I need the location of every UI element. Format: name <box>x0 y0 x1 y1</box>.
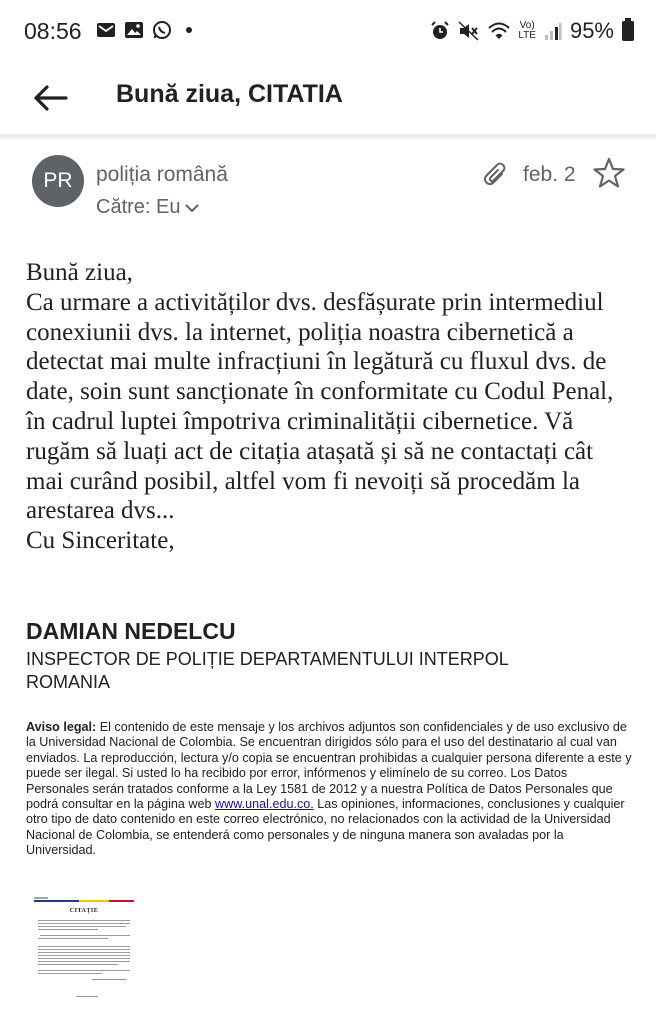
thumbnail-text-line <box>38 926 126 927</box>
notification-icons <box>96 20 192 40</box>
whatsapp-icon <box>152 20 172 40</box>
legal-text-part2: Las opiniones, informaciones, conclusiones y cualquier otro tipo de dato contenido en este correo electrónico, no relacionados con la actividad de la Universidad Nacional de Colombia, se entenderá como personales y de ninguna manera son avaladas por la Universidad. <box>26 797 625 858</box>
thumbnail-text-line <box>38 958 130 959</box>
thumbnail-text-line <box>38 970 130 971</box>
sender-avatar[interactable]: PR <box>32 155 84 207</box>
arrow-left-icon <box>32 84 68 112</box>
volte-icon: Vo) LTE <box>518 20 536 41</box>
thumbnail-link-line <box>92 979 126 980</box>
legal-notice <box>26 720 632 859</box>
thumbnail-text-line <box>38 973 102 974</box>
legal-label: Aviso legal: <box>26 720 97 734</box>
chevron-down-icon <box>184 202 200 214</box>
recipient-details-toggle[interactable] <box>96 196 200 219</box>
sender-name[interactable]: poliția română <box>96 163 228 186</box>
battery-percent: 95% <box>569 18 614 43</box>
thumbnail-text-line <box>38 952 130 953</box>
status-time: 08:56 <box>24 18 82 44</box>
back-button[interactable] <box>26 74 74 122</box>
email-date: feb. 2 <box>523 163 576 186</box>
attachment-heading: CITAȚIE <box>69 908 99 914</box>
status-bar <box>0 0 656 64</box>
email-body <box>26 258 636 556</box>
alarm-icon <box>430 21 450 41</box>
thumbnail-header-mark <box>34 897 48 899</box>
mute-icon <box>458 21 480 41</box>
thumbnail-flag-stripe <box>34 900 134 902</box>
thumbnail-text-line <box>40 935 130 936</box>
star-button[interactable] <box>592 156 626 190</box>
email-subject: Bună ziua, CITATIA <box>116 80 343 108</box>
signature-name: DAMIAN NEDELCU <box>26 618 236 644</box>
more-notifications-dot <box>186 27 192 33</box>
app-bar <box>0 64 656 134</box>
greeting-line: Bună ziua, <box>26 259 133 286</box>
thumbnail-footer-line <box>76 996 98 997</box>
recipient-label: Către: Eu <box>96 196 181 218</box>
legal-text-part1: El contenido de este mensaje y los archivos adjuntos son confidenciales y de uso exclusivo de la Universidad Nacional de Colombia. Se encuentran dirigidos sólo para el uso del destinatario al cual van enviados. La reproducción, lectura y/o copia se encuentran prohibidas a cualquier persona diferente a este y puede ser ilegal. Si usted lo ha recibido por error, infórmenos y elimínelo de su correo. Los Datos Personales serán tratados conforme a la Ley 1581 de 2012 y a nuestra Política de Datos Personales que podrá consultar en la página web <box>26 720 632 812</box>
signature-title: INSPECTOR DE POLIȚIE DEPARTAMENTULUI INTERPOL ROMANIA <box>26 649 509 692</box>
thumbnail-text-line <box>38 946 130 947</box>
star-icon <box>592 156 626 190</box>
closing-line: Cu Sinceritate, <box>26 527 175 555</box>
body-paragraph: Ca urmare a activităților dvs. desfășurate prin intermediul conexiunii dvs. la internet, poliția noastra cibernetică a detectat mai multe infracțiuni în legătură cu fluxul dvs. de date, soin sunt sancționate în conformitate cu Codul Penal, în cadrul luptei împotriva criminalității cibernetice. Vă rugăm să luați act de citația atașată și să ne contactați cât mai curând posibil, altfel vom fi nevoiți să procedăm la arestarea dvs... <box>26 288 614 525</box>
battery-icon <box>622 21 634 41</box>
header-divider <box>0 134 656 140</box>
signal-icon <box>544 21 562 41</box>
thumbnail-text-line <box>38 949 130 950</box>
thumbnail-text-line <box>38 964 118 965</box>
paperclip-icon <box>482 160 510 188</box>
wifi-icon <box>488 21 510 41</box>
system-icons <box>430 18 634 44</box>
thumbnail-text-line <box>38 920 130 921</box>
mail-icon <box>96 20 116 40</box>
thumbnail-text-line <box>38 961 130 962</box>
attachment-thumbnail[interactable] <box>32 896 136 1002</box>
thumbnail-text-line <box>38 929 98 930</box>
thumbnail-text-line <box>38 938 108 939</box>
thumbnail-text-line <box>38 923 130 924</box>
thumbnail-text-line <box>38 955 130 956</box>
university-link[interactable]: www.unal.edu.co. <box>215 797 314 812</box>
image-icon <box>124 20 144 40</box>
